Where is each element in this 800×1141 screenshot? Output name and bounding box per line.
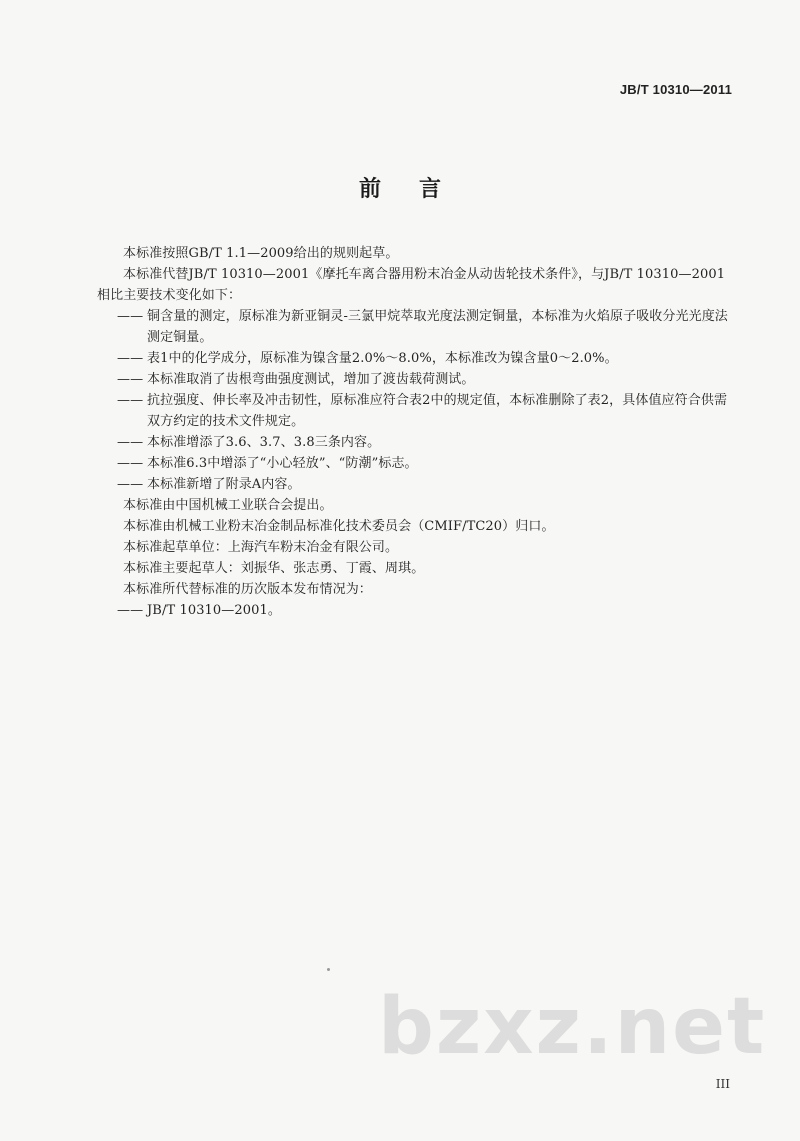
change-item: —— 表1中的化学成分，原标准为镍含量2.0%～8.0%，本标准改为镍含量0～2.0%。 [97, 348, 737, 369]
paragraph-history: 本标准所代替标准的历次版本发布情况为： [123, 582, 372, 597]
dash-lead: —— [117, 435, 144, 450]
paragraph-drafting-unit: 本标准起草单位：上海汽车粉末冶金有限公司。 [123, 540, 399, 555]
paragraph-committee: 本标准由机械工业粉末冶金制品标准化技术委员会（CMIF/TC20）归口。 [123, 519, 555, 534]
dash-lead: —— [117, 603, 144, 618]
change-item: —— 本标准增添了3.6、3.7、3.8三条内容。 [97, 432, 737, 453]
dash-lead: —— [117, 309, 144, 324]
page-number: III [715, 1077, 730, 1091]
change-item: —— 本标准6.3中增添了“小心轻放”、“防潮”标志。 [97, 453, 737, 474]
paragraph-drafters: 本标准主要起草人：刘振华、张志勇、丁霞、周琪。 [123, 561, 425, 576]
change-item: —— 抗拉强度、伸长率及冲击韧性，原标准应符合表2中的规定值，本标准删除了表2，具体值应符合供需双方约定的技术文件规定。 [97, 390, 737, 432]
page-title: 前言 [358, 177, 479, 202]
change-item: —— 本标准新增了附录A内容。 [97, 474, 737, 495]
paragraph-drafting-rule: 本标准按照GB/T 1.1—2009给出的规则起草。 [123, 246, 399, 261]
change-item: —— 本标准取消了齿根弯曲强度测试，增加了渡齿载荷测试。 [97, 369, 737, 390]
paragraph-proposer: 本标准由中国机械工业联合会提出。 [123, 498, 333, 513]
scan-speck [327, 968, 330, 971]
watermark: bzxz.net [378, 982, 767, 1072]
paragraph-replacement: 本标准代替JB/T 10310—2001《摩托车离合器用粉末冶金从动齿轮技术条件》，与JB/T 10310—2001相比主要技术变化如下： [97, 267, 726, 303]
change-item: —— 铜含量的测定，原标准为新亚铜灵-三氯甲烷萃取光度法测定铜量，本标准为火焰原子吸收分光光度法测定铜量。 [97, 306, 737, 348]
dash-lead: —— [117, 393, 144, 408]
dash-lead: —— [117, 372, 144, 387]
foreword-body [97, 243, 737, 621]
history-item: —— JB/T 10310—2001。 [97, 600, 737, 621]
standard-code: JB/T 10310—2011 [619, 82, 732, 97]
dash-lead: —— [117, 351, 144, 366]
dash-lead: —— [117, 477, 144, 492]
dash-lead: —— [117, 456, 144, 471]
